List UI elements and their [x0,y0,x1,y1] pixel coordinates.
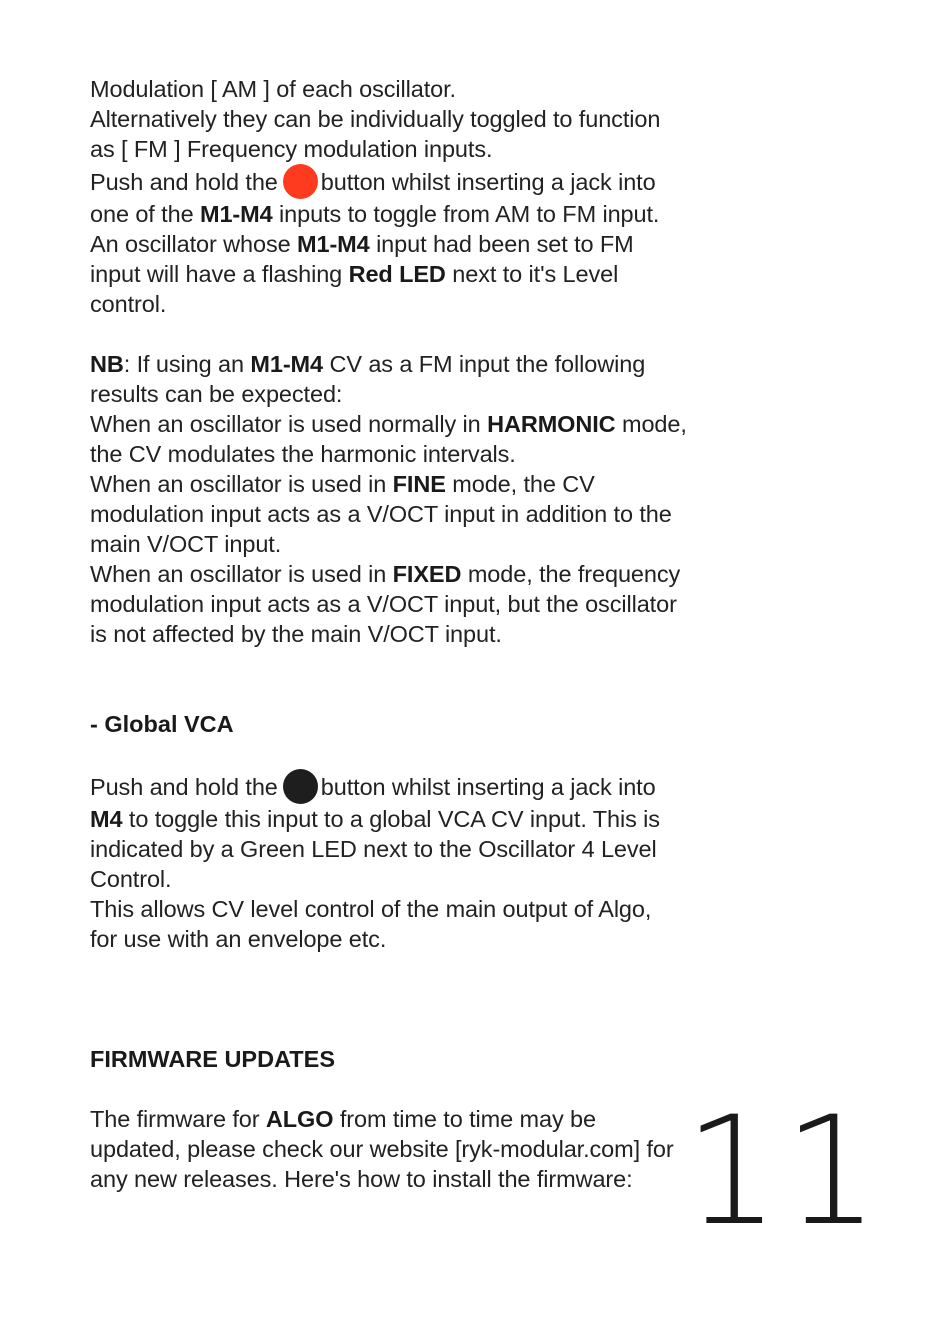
firmware-line-1 [90,1104,750,1134]
vca-line-1-start: Push and hold the [90,774,278,800]
nb-line-8-start: When an oscillator is used in [90,561,387,587]
vca-line-1 [90,769,750,804]
fm-line-5 [90,199,750,229]
firmware-line-1-end: from time to time may be [339,1106,596,1132]
vca-line-2-end: to toggle this input to a global VCA CV input. This is [128,806,660,832]
vca-line-4: Control. [90,866,172,892]
firmware-line-2: updated, please check our website [ryk-modular.com] for [90,1136,674,1162]
nb-line-10: is not affected by the main V/OCT input. [90,621,502,647]
fm-line-5-start: one of the [90,201,194,227]
page-number: 11 [684,1085,883,1259]
vca-section [90,709,750,954]
nb-line-3 [90,409,750,439]
firmware-section [90,1044,750,1194]
red-button-icon [283,164,318,199]
fm-line-1: Modulation [ AM ] of each oscillator. [90,76,456,102]
nb-line-1-end: CV as a FM input the following [329,351,646,377]
nb-line-5-bold: FINE [392,471,446,497]
fm-line-3: as [ FM ] Frequency modulation inputs. [90,136,493,162]
nb-line-8-bold: FIXED [392,561,462,587]
nb-line-6: modulation input acts as a V/OCT input in addition to the [90,501,672,527]
nb-line-2: results can be expected: [90,381,343,407]
fm-line-7 [90,259,750,289]
nb-line-1-bold: M1-M4 [250,351,324,377]
vca-line-2-bold: M4 [90,806,123,832]
nb-label: NB [90,351,124,377]
fm-line-6-bold: M1-M4 [297,231,370,257]
firmware-line-1-start: The firmware for [90,1106,260,1132]
nb-line-1 [90,349,750,379]
nb-line-1-text: : If using an [123,351,244,377]
nb-line-8-end: mode, the frequency [467,561,681,587]
nb-line-7: main V/OCT input. [90,531,282,557]
fm-line-6-start: An oscillator whose [90,231,291,257]
black-button-icon [283,769,318,804]
fm-line-2: Alternatively they can be individually toggled to function [90,106,661,132]
vca-line-5: This allows CV level control of the main output of Algo, [90,896,652,922]
fm-line-7-start: input will have a flashing [90,261,343,287]
nb-line-5-start: When an oscillator is used in [90,471,387,497]
nb-line-5 [90,469,750,499]
fm-line-4-start: Push and hold the [90,169,278,195]
nb-line-3-end: mode, [621,411,687,437]
fm-line-4 [90,164,750,199]
nb-section [90,349,750,649]
vca-line-6: for use with an envelope etc. [90,926,387,952]
nb-line-5-end: mode, the CV [452,471,595,497]
nb-line-3-bold: HARMONIC [487,411,616,437]
vca-heading: - Global VCA [90,711,234,737]
nb-line-3-start: When an oscillator is used normally in [90,411,481,437]
firmware-line-3: any new releases. Here's how to install the firmware: [90,1166,633,1192]
nb-line-8 [90,559,750,589]
vca-line-2 [90,804,750,834]
vca-line-3: indicated by a Green LED next to the Oscillator 4 Level [90,836,657,862]
fm-line-7-bold: Red LED [348,261,446,287]
nb-line-9: modulation input acts as a V/OCT input, but the oscillator [90,591,677,617]
fm-line-5-bold: M1-M4 [199,201,273,227]
fm-line-7-end: next to it's Level [452,261,619,287]
fm-line-6 [90,229,750,259]
fm-line-6-end: input had been set to FM [376,231,634,257]
nb-line-4: the CV modulates the harmonic intervals. [90,441,516,467]
page-content [90,74,750,1194]
vca-line-1-end: button whilst inserting a jack into [320,774,656,800]
fm-line-4-end: button whilst inserting a jack into [320,169,656,195]
fm-line-5-end: inputs to toggle from AM to FM input. [279,201,660,227]
fm-section [90,74,750,319]
fm-line-8: control. [90,291,167,317]
firmware-line-1-bold: ALGO [265,1106,334,1132]
firmware-heading: FIRMWARE UPDATES [90,1046,336,1072]
